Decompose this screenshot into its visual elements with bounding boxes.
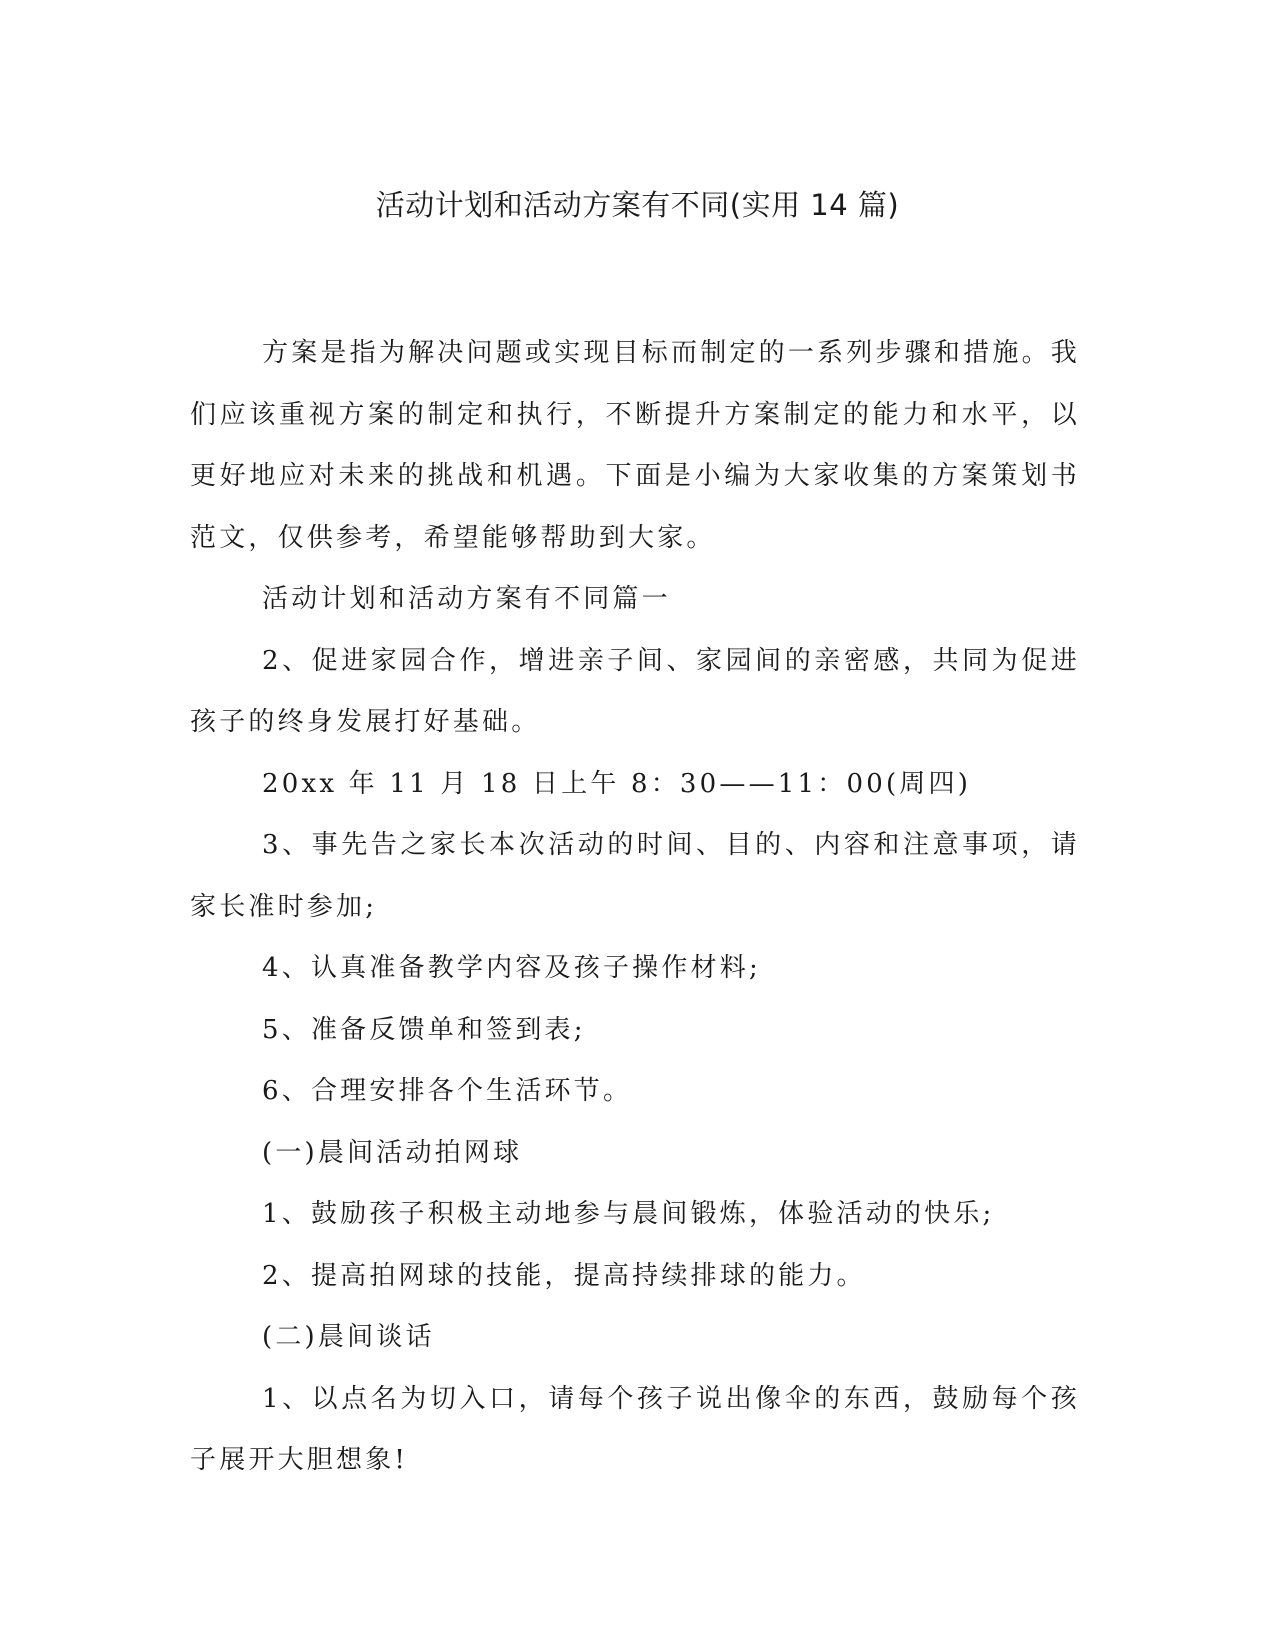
- section-heading-part-one: 活动计划和活动方案有不同篇一: [262, 584, 671, 614]
- intro-paragraph: 方案是指为解决问题或实现目标而制定的一系列步骤和措施。我们应该重视方案的制定和执行，不断提升方案制定的能力和水平，以更好地应对未来的挑战和机遇。下面是小编为大家收集的方案策划书范文，仅供参考，希望能够帮助到大家。: [190, 338, 1080, 553]
- preparation-item-3: 3、事先告之家长本次活动的时间、目的、内容和注意事项，请家长准时参加;: [190, 830, 1080, 922]
- preparation-item-5: 5、准备反馈单和签到表;: [262, 1014, 586, 1045]
- preparation-item-4: 4、认真准备教学内容及孩子操作材料;: [262, 953, 761, 983]
- subsection-morning-talk: (二)晨间谈话: [262, 1322, 435, 1352]
- goal-paragraph-2: 2、促进家园合作，增进亲子间、家园间的亲密感，共同为促进孩子的终身发展打好基础。: [190, 645, 1080, 737]
- activity-time: 20xx 年 11 月 18 日上午 8：30——11：00(周四): [262, 768, 972, 799]
- morning-activity-item-2: 2、提高拍网球的技能，提高持续排球的能力。: [262, 1260, 866, 1291]
- document-body: [190, 323, 1080, 1492]
- preparation-item-6: 6、合理安排各个生活环节。: [262, 1076, 633, 1106]
- subsection-morning-activity: (一)晨间活动拍网球: [262, 1137, 523, 1168]
- morning-activity-item-1: 1、鼓励孩子积极主动地参与晨间锻炼，体验活动的快乐;: [262, 1199, 995, 1229]
- morning-talk-item-1: 1、以点名为切入口，请每个孩子说出像伞的东西，鼓励每个孩子展开大胆想象!: [190, 1383, 1080, 1475]
- document-title: 活动计划和活动方案有不同(实用 14 篇): [375, 188, 900, 222]
